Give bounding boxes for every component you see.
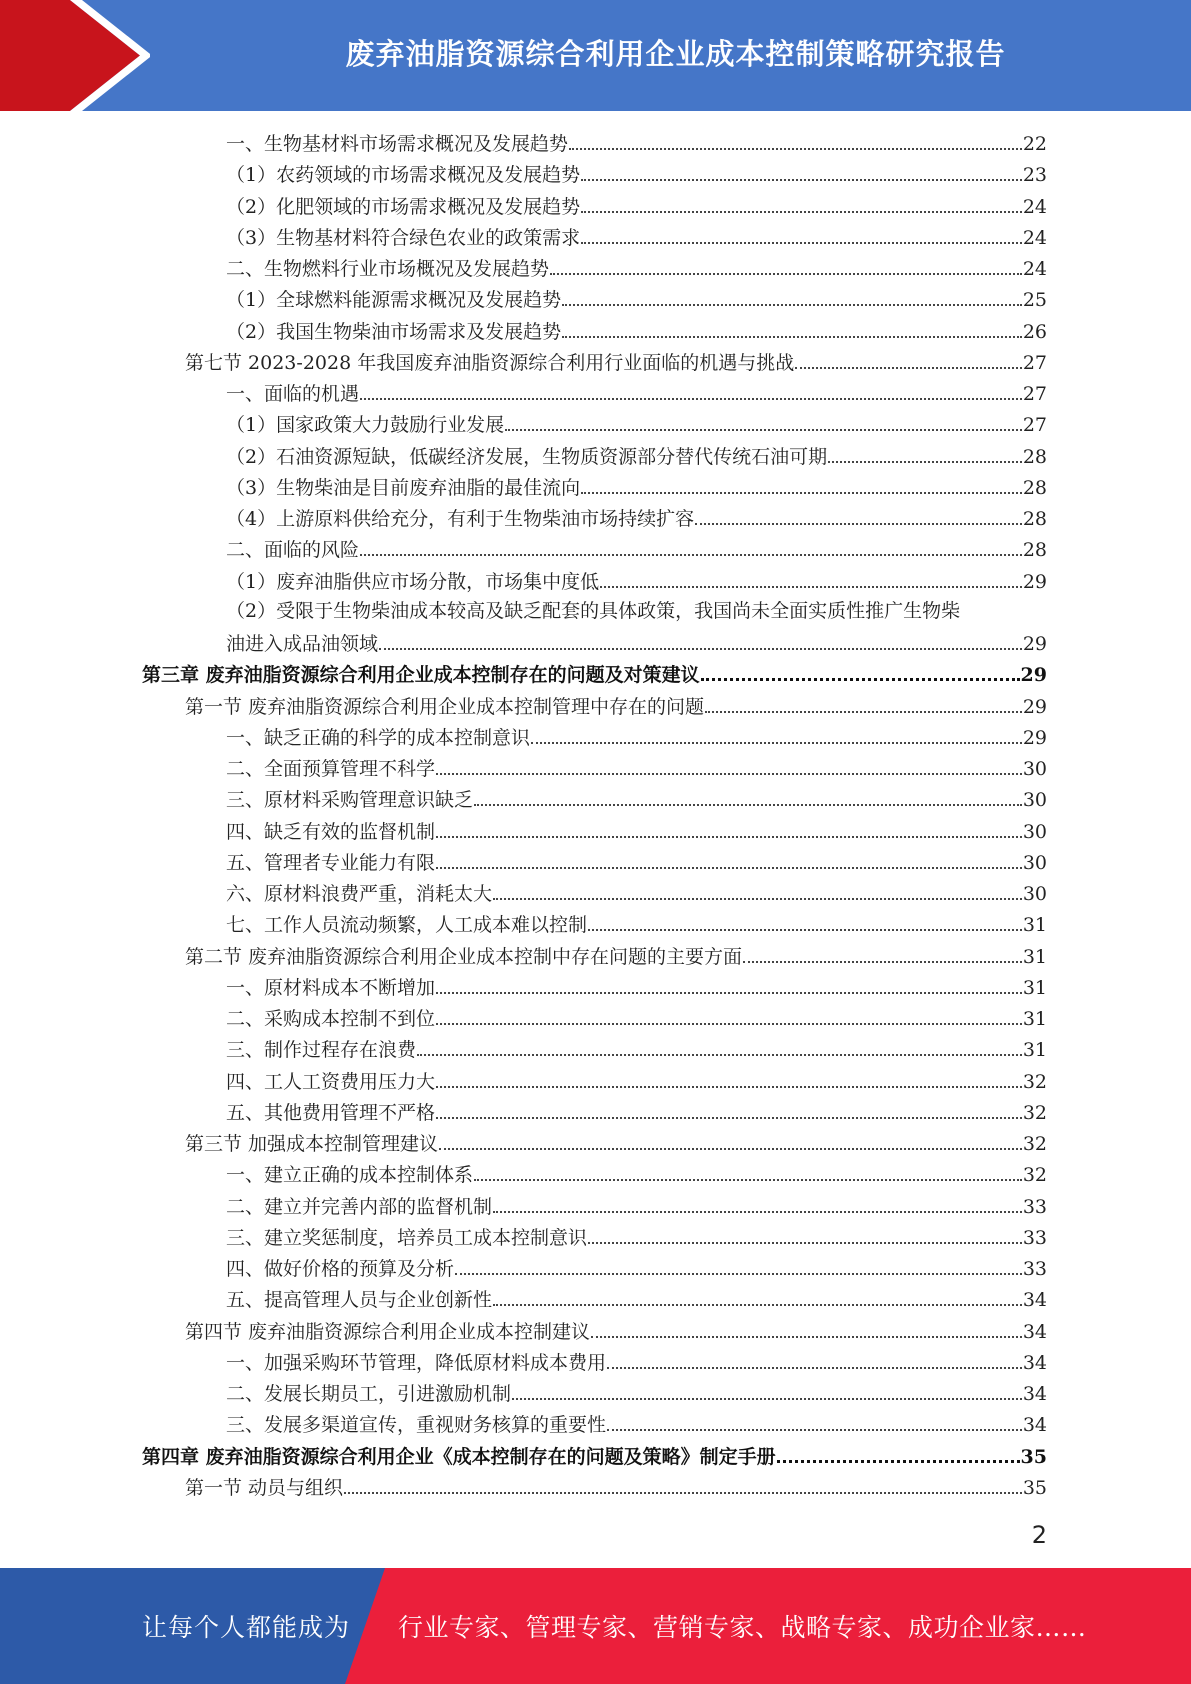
toc-entry[interactable] <box>226 319 1047 343</box>
toc-page-number: 35 <box>1022 1476 1047 1499</box>
toc-entry-title: 二、建立并完善内部的监督机制 <box>226 1195 493 1218</box>
toc-leader-dots <box>591 1336 1022 1338</box>
toc-page-number: 27 <box>1022 351 1047 374</box>
toc-page-number: 26 <box>1022 320 1047 343</box>
footer-slogan-left: 让每个人都能成为 <box>142 1613 351 1642</box>
toc-entry-title: 第二节 废弃油脂资源综合利用企业成本控制中存在问题的主要方面 <box>185 945 743 968</box>
toc-entry-title: 一、缺乏正确的科学的成本控制意识 <box>226 726 531 749</box>
toc-leader-dots <box>562 304 1022 306</box>
toc-entry[interactable] <box>226 1225 1047 1249</box>
toc-entry-title: 三、制作过程存在浪费 <box>226 1039 417 1062</box>
toc-chapter-entry[interactable] <box>142 1444 1047 1468</box>
toc-page-number: 30 <box>1022 758 1047 780</box>
toc-entry[interactable] <box>226 912 1047 936</box>
toc-page-number: 31 <box>1022 945 1047 968</box>
toc-page-number: 34 <box>1022 1383 1047 1405</box>
toc-leader-dots <box>493 1304 1022 1306</box>
toc-page-number: 30 <box>1022 820 1047 843</box>
toc-page-number: 34 <box>1022 1414 1047 1437</box>
toc-leader-dots <box>550 273 1022 275</box>
toc-entry-title: （3）生物柴油是目前废弃油脂的最佳流向 <box>226 476 581 499</box>
toc-leader-dots <box>436 867 1022 869</box>
toc-entry-title: 第四章 废弃油脂资源综合利用企业《成本控制存在的问题及策略》制定手册 <box>142 1445 776 1468</box>
toc-leader-dots <box>360 554 1022 556</box>
toc-entry[interactable] <box>226 131 1047 155</box>
toc-leader-dots <box>828 461 1022 463</box>
toc-page-number: 28 <box>1022 508 1047 530</box>
toc-page-number: 35 <box>1020 1445 1047 1468</box>
toc-page-number: 29 <box>1022 633 1047 655</box>
toc-entry-wrapped-line: （2）受限于生物柴油成本较高及缺乏配套的具体政策，我国尚未全面实质性推广生物柴 <box>226 599 961 622</box>
toc-entry[interactable] <box>226 756 1047 780</box>
toc-entry[interactable] <box>226 444 1047 468</box>
toc-leader-dots <box>562 336 1022 338</box>
toc-entry[interactable] <box>226 1006 1047 1030</box>
toc-page-number: 24 <box>1022 226 1047 249</box>
toc-entry[interactable] <box>226 631 1047 655</box>
toc-entry[interactable] <box>185 1131 1047 1155</box>
toc-entry-title: 二、生物燃料行业市场概况及发展趋势 <box>226 258 550 280</box>
toc-page-number: 23 <box>1022 164 1047 187</box>
toc-entry-title: （2）我国生物柴油市场需求及发展趋势 <box>226 320 562 343</box>
toc-leader-dots <box>474 804 1022 806</box>
toc-leader-dots <box>531 742 1022 744</box>
toc-page-number: 32 <box>1022 1133 1047 1155</box>
toc-page-number: 24 <box>1022 258 1047 280</box>
toc-entry[interactable] <box>226 1037 1047 1061</box>
toc-entry[interactable] <box>226 975 1047 999</box>
toc-entry-title: 五、其他费用管理不严格 <box>226 1101 436 1124</box>
toc-entry-title: 第四节 废弃油脂资源综合利用企业成本控制建议 <box>185 1320 591 1343</box>
toc-entry-title: 第三节 加强成本控制管理建议 <box>185 1133 439 1155</box>
toc-page-number: 33 <box>1022 1226 1047 1249</box>
toc-entry[interactable] <box>185 944 1047 968</box>
toc-page-number: 29 <box>1020 664 1047 687</box>
toc-leader-dots <box>344 1492 1022 1494</box>
toc-page-number: 31 <box>1022 914 1047 937</box>
toc-leader-dots <box>360 398 1022 400</box>
toc-leader-dots <box>493 1211 1022 1213</box>
page-number: 2 <box>1031 1521 1047 1549</box>
toc-leader-dots <box>436 1086 1022 1088</box>
toc-leader-dots <box>512 1398 1022 1400</box>
toc-page-number: 32 <box>1022 1070 1047 1093</box>
toc-leader-dots <box>600 586 1022 588</box>
toc-entry[interactable] <box>226 1350 1047 1374</box>
toc-entry-title: （3）生物基材料符合绿色农业的政策需求 <box>226 226 581 249</box>
toc-entry-title: 二、发展长期员工，引进激励机制 <box>226 1383 512 1405</box>
toc-page-number: 22 <box>1022 133 1047 155</box>
toc-page-number: 28 <box>1022 539 1047 562</box>
toc-entry-title: 三、建立奖惩制度，培养员工成本控制意识 <box>226 1226 588 1249</box>
toc-page-number: 24 <box>1022 195 1047 218</box>
toc-leader-dots <box>777 1460 1020 1463</box>
report-title: 废弃油脂资源综合利用企业成本控制策略研究报告 <box>345 36 1006 71</box>
toc-entry-title: 二、全面预算管理不科学 <box>226 758 436 780</box>
toc-leader-dots <box>695 523 1022 525</box>
toc-leader-dots <box>436 1117 1022 1119</box>
toc-page-number: 28 <box>1022 476 1047 499</box>
toc-entry[interactable] <box>226 1256 1047 1280</box>
toc-entry[interactable] <box>226 506 1047 530</box>
toc-leader-dots <box>743 961 1022 963</box>
toc-entry[interactable] <box>226 162 1047 186</box>
toc-entry-title: 一、面临的机遇 <box>226 383 360 405</box>
toc-entry[interactable] <box>226 819 1047 843</box>
toc-entry-title: 二、采购成本控制不到位 <box>226 1008 436 1030</box>
toc-entry[interactable] <box>226 850 1047 874</box>
toc-leader-dots <box>436 836 1022 838</box>
toc-leader-dots <box>701 678 1020 681</box>
toc-page-number: 28 <box>1022 445 1047 468</box>
toc-leader-dots <box>379 648 1022 650</box>
toc-entry[interactable] <box>226 1194 1047 1218</box>
toc-page-number: 31 <box>1022 976 1047 999</box>
toc-entry[interactable] <box>226 1100 1047 1124</box>
toc-leader-dots <box>581 242 1022 244</box>
toc-leader-dots <box>439 1148 1022 1150</box>
toc-entry-title: （1）国家政策大力鼓励行业发展 <box>226 414 505 437</box>
toc-leader-dots <box>581 179 1022 181</box>
toc-entry[interactable] <box>226 787 1047 811</box>
toc-entry-title: 四、工人工资费用压力大 <box>226 1070 436 1093</box>
toc-entry[interactable] <box>226 1287 1047 1311</box>
toc-entry[interactable] <box>226 1069 1047 1093</box>
toc-entry-title: 油进入成品油领域 <box>226 633 379 655</box>
toc-entry[interactable] <box>185 694 1047 718</box>
toc-entry[interactable] <box>226 1381 1047 1405</box>
toc-chapter-entry[interactable] <box>142 662 1047 686</box>
toc-leader-dots <box>581 211 1022 213</box>
toc-entry-title: 二、面临的风险 <box>226 539 360 562</box>
toc-leader-dots <box>795 367 1022 369</box>
toc-page-number: 30 <box>1022 851 1047 874</box>
toc-entry[interactable] <box>226 475 1047 499</box>
toc-leader-dots <box>474 1179 1022 1181</box>
toc-entry[interactable] <box>226 412 1047 436</box>
toc-entry-title: 第七节 2023-2028 年我国废弃油脂资源综合利用行业面临的机遇与挑战 <box>185 351 795 374</box>
toc-entry[interactable] <box>185 350 1047 374</box>
toc-entry-title: 一、生物基材料市场需求概况及发展趋势 <box>226 133 569 155</box>
toc-page-number: 29 <box>1022 726 1047 749</box>
toc-entry[interactable] <box>226 537 1047 561</box>
toc-leader-dots <box>436 773 1022 775</box>
toc-leader-dots <box>705 711 1022 713</box>
toc-page-number: 34 <box>1022 1320 1047 1343</box>
toc-page-number: 27 <box>1022 383 1047 405</box>
toc-entry-title: （2）石油资源短缺，低碳经济发展，生物质资源部分替代传统石油可期 <box>226 445 828 468</box>
toc-entry-title: 第三章 废弃油脂资源综合利用企业成本控制存在的问题及对策建议 <box>142 664 700 687</box>
toc-entry-title: 五、提高管理人员与企业创新性 <box>226 1289 493 1312</box>
toc-entry-title: （4）上游原料供给充分，有利于生物柴油市场持续扩容 <box>226 508 695 530</box>
toc-entry-title: 四、做好价格的预算及分析 <box>226 1258 455 1280</box>
toc-leader-dots <box>436 1023 1022 1025</box>
toc-entry[interactable] <box>226 287 1047 311</box>
toc-page-number: 33 <box>1022 1258 1047 1280</box>
toc-page-number: 27 <box>1022 414 1047 437</box>
toc-page-number: 32 <box>1022 1164 1047 1187</box>
toc-leader-dots <box>455 1273 1022 1275</box>
toc-leader-dots <box>493 898 1022 900</box>
toc-entry[interactable] <box>185 1319 1047 1343</box>
toc-leader-dots <box>581 492 1022 494</box>
toc-page-number: 29 <box>1022 570 1047 593</box>
toc-entry[interactable] <box>226 381 1047 405</box>
toc-entry-title: （1）农药领域的市场需求概况及发展趋势 <box>226 164 581 187</box>
toc-leader-dots <box>436 992 1022 994</box>
header-red-arrow <box>0 0 140 111</box>
toc-entry-title: 四、缺乏有效的监督机制 <box>226 820 436 843</box>
toc-leader-dots <box>588 929 1022 931</box>
toc-page-number: 31 <box>1022 1039 1047 1062</box>
toc-entry-title: 第一节 动员与组织 <box>185 1476 344 1499</box>
toc-leader-dots <box>505 429 1022 431</box>
toc-entry-title: 三、原材料采购管理意识缺乏 <box>226 789 474 812</box>
toc-leader-dots <box>588 1242 1022 1244</box>
toc-entry-title: 一、建立正确的成本控制体系 <box>226 1164 474 1187</box>
toc-leader-dots <box>569 148 1022 150</box>
toc-entry[interactable] <box>226 881 1047 905</box>
toc-entry[interactable] <box>226 256 1047 280</box>
toc-entry[interactable] <box>226 225 1047 249</box>
toc-page-number: 30 <box>1022 883 1047 905</box>
toc-page-number: 34 <box>1022 1289 1047 1312</box>
toc-page-number: 33 <box>1022 1195 1047 1218</box>
toc-entry[interactable] <box>226 1412 1047 1436</box>
footer-slogan-right: 行业专家、管理专家、营销专家、战略专家、成功企业家…… <box>398 1613 1087 1642</box>
toc-page-number: 29 <box>1022 695 1047 718</box>
toc-entry-title: 一、原材料成本不断增加 <box>226 976 436 999</box>
toc-leader-dots <box>607 1429 1022 1431</box>
toc-entry-title: 五、管理者专业能力有限 <box>226 851 436 874</box>
toc-leader-dots <box>417 1054 1022 1056</box>
toc-entry[interactable] <box>185 1475 1047 1499</box>
toc-entry[interactable] <box>226 1162 1047 1186</box>
toc-page-number: 34 <box>1022 1351 1047 1374</box>
toc-entry[interactable] <box>226 569 1047 593</box>
toc-entry-title: 七、工作人员流动频繁，人工成本难以控制 <box>226 914 588 937</box>
header-banner <box>0 0 1191 111</box>
toc-entry-title: 一、加强采购环节管理，降低原材料成本费用 <box>226 1351 607 1374</box>
toc-entry-title: 第一节 废弃油脂资源综合利用企业成本控制管理中存在的问题 <box>185 695 705 718</box>
toc-entry-title: （2）化肥领域的市场需求概况及发展趋势 <box>226 195 581 218</box>
toc-page-number: 31 <box>1022 1008 1047 1030</box>
toc-entry-title: 三、发展多渠道宣传，重视财务核算的重要性 <box>226 1414 607 1437</box>
toc-leader-dots <box>607 1367 1022 1369</box>
toc-entry-title: 六、原材料浪费严重，消耗太大 <box>226 883 493 905</box>
toc-entry-title: （1）全球燃料能源需求概况及发展趋势 <box>226 289 562 312</box>
toc-page-number: 25 <box>1022 289 1047 312</box>
toc-entry[interactable] <box>226 725 1047 749</box>
toc-entry-title: （1）废弃油脂供应市场分散，市场集中度低 <box>226 570 600 593</box>
footer-banner <box>0 1568 1191 1684</box>
toc-entry[interactable] <box>226 194 1047 218</box>
toc-page-number: 32 <box>1022 1101 1047 1124</box>
toc-page-number: 30 <box>1022 789 1047 812</box>
